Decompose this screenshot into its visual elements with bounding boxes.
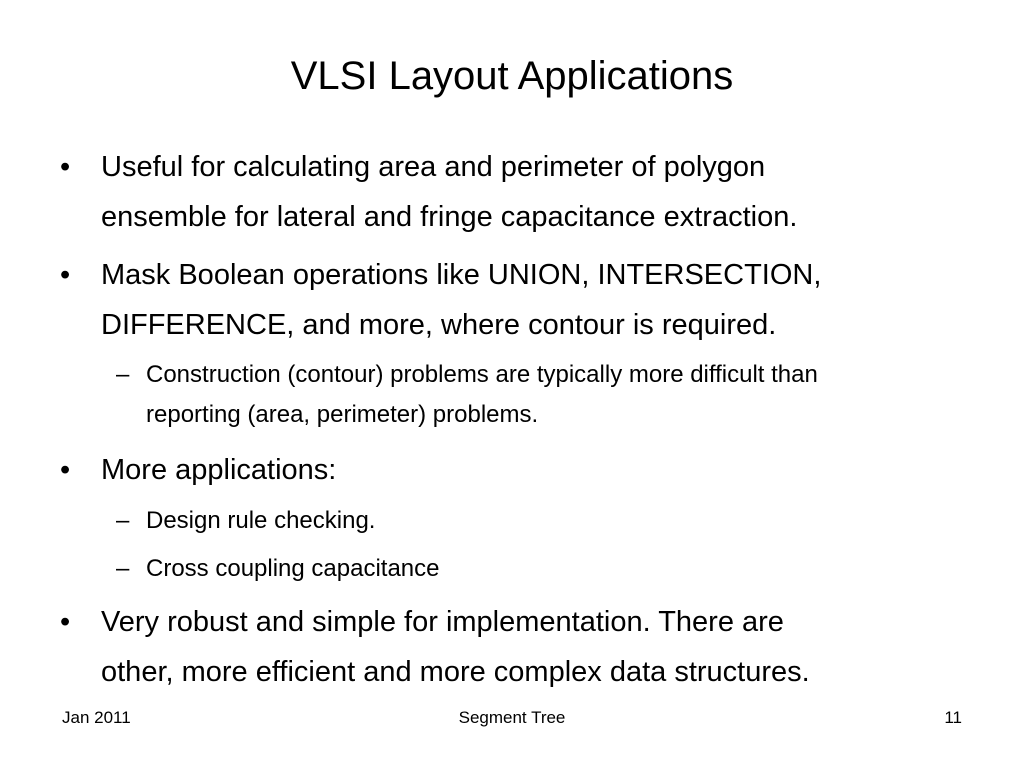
bullet-line: other, more efficient and more complex data structures. xyxy=(101,656,810,688)
dash-icon: – xyxy=(116,361,130,388)
dash-icon: – xyxy=(116,555,130,582)
sub-bullet-line: Construction (contour) problems are typically more difficult than xyxy=(146,361,818,388)
footer-title: Segment Tree xyxy=(458,708,566,727)
bullet-icon: • xyxy=(60,454,71,486)
sub-bullet-line: Design rule checking. xyxy=(146,507,376,534)
bullet-line: Useful for calculating area and perimeter of polygon xyxy=(101,151,766,183)
bullet-line: Very robust and simple for implementation. There are xyxy=(101,606,784,638)
sub-bullet-line: Cross coupling capacitance xyxy=(146,555,440,582)
bullet-line: Mask Boolean operations like UNION, INTERSECTION, xyxy=(101,259,822,291)
footer-date: Jan 2011 xyxy=(62,708,131,727)
sub-bullet-line: reporting (area, perimeter) problems. xyxy=(146,401,539,428)
sub-bullet-text xyxy=(146,355,966,435)
bullet-text xyxy=(101,142,981,242)
slide-number: 11 xyxy=(944,708,962,727)
bullet-text xyxy=(101,597,981,697)
bullet-line: DIFFERENCE, and more, where contour is required. xyxy=(101,309,777,341)
bullet-icon: • xyxy=(60,606,71,638)
sub-bullet-text xyxy=(146,549,966,589)
dash-icon: – xyxy=(116,507,130,534)
bullet-icon: • xyxy=(60,151,71,183)
bullet-text xyxy=(101,445,981,495)
slide-title: VLSI Layout Applications xyxy=(290,54,734,98)
bullet-icon: • xyxy=(60,259,71,291)
bullet-line: More applications: xyxy=(101,454,337,486)
bullet-text xyxy=(101,250,981,350)
bullet-line: ensemble for lateral and fringe capacitance extraction. xyxy=(101,201,798,233)
sub-bullet-text xyxy=(146,501,966,541)
